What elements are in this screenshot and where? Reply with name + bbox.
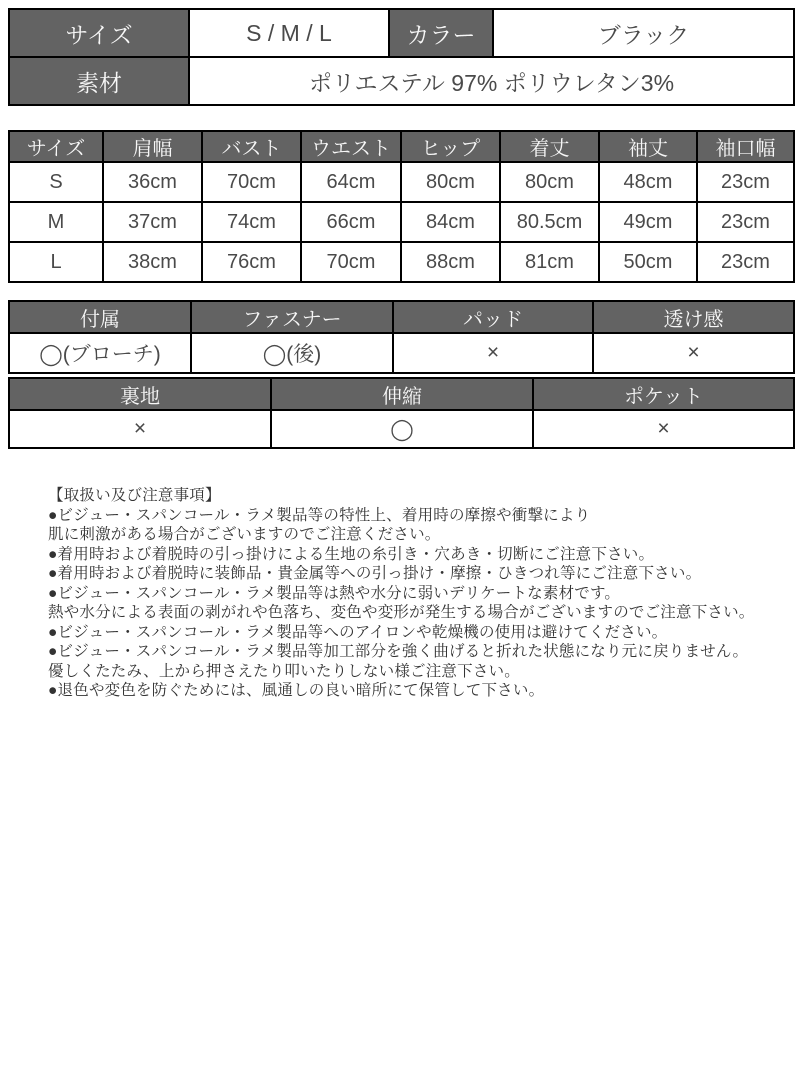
measurements-row-s [9,162,794,202]
measurement-cell: 80.5cm [500,202,599,242]
care-line: ●着用時および着脱時に装飾品・貴金属等への引っ掛け・摩擦・ひきつれ等にご注意下さい。 [48,565,702,582]
col-header-sleeve: 袖丈 [599,131,697,162]
size-cell: M [9,202,103,242]
col-header-hip: ヒップ [401,131,500,162]
measurement-cell: 80cm [500,162,599,202]
measurement-cell: 74cm [202,202,301,242]
stretch-value: ◯ [271,410,533,448]
fastener-value: ◯(後) [191,333,393,373]
accessory-value: ◯(ブローチ) [9,333,191,373]
spec-row-material [9,57,794,105]
pad-label: パッド [393,301,593,333]
features-table-1 [8,300,795,374]
care-line: 優しくたたみ、上から押さえたり叩いたりしない様ご注意下さい。 [48,662,520,680]
care-instructions [48,486,793,701]
col-header-length: 着丈 [500,131,599,162]
care-line: ●ビジュー・スパンコール・ラメ製品等の特性上、着用時の摩擦や衝撃により [48,506,591,524]
care-line: ●ビジュー・スパンコール・ラメ製品等は熱や水分に弱いデリケートな素材です。 [48,584,621,602]
spec-table [8,8,795,106]
features-table-2 [8,377,795,449]
measurement-cell: 80cm [401,162,500,202]
measurement-cell: 48cm [599,162,697,202]
col-header-size: サイズ [9,131,103,162]
measurement-cell: 49cm [599,202,697,242]
care-line: 肌に刺激がある場合がございますのでご注意ください。 [48,526,441,543]
col-header-shoulder: 肩幅 [103,131,202,162]
col-header-bust: バスト [202,131,301,162]
sheerness-label: 透け感 [593,301,794,333]
lining-value: × [9,410,271,448]
size-label: サイズ [9,9,189,57]
size-cell: S [9,162,103,202]
care-title: 【取扱い及び注意事項】 [48,487,221,504]
measurement-cell: 36cm [103,162,202,202]
measurement-cell: 66cm [301,202,401,242]
measurement-cell: 23cm [697,202,794,242]
pad-value: × [393,333,593,373]
color-label: カラー [389,9,493,57]
pocket-value: × [533,410,794,448]
measurement-cell: 64cm [301,162,401,202]
care-line: 熱や水分による表面の剥がれや色落ち、変色や変形が発生する場合がございますのでご注意下さい。 [48,604,755,621]
lining-label: 裏地 [9,378,271,410]
sheerness-value: × [593,333,794,373]
measurement-cell: 50cm [599,242,697,282]
features1-header-row [9,301,794,333]
col-header-cuff: 袖口幅 [697,131,794,162]
measurement-cell: 38cm [103,242,202,282]
measurements-header-row [9,131,794,162]
measurement-cell: 70cm [301,242,401,282]
measurement-cell: 88cm [401,242,500,282]
color-value: ブラック [493,9,794,57]
size-value: S / M / L [189,9,389,57]
measurements-row-l [9,242,794,282]
size-cell: L [9,242,103,282]
material-value: ポリエステル 97% ポリウレタン3% [189,57,794,105]
accessory-label: 付属 [9,301,191,333]
measurement-cell: 81cm [500,242,599,282]
material-label: 素材 [9,57,189,105]
care-line: ●ビジュー・スパンコール・ラメ製品等へのアイロンや乾燥機の使用は避けてください。 [48,623,668,641]
features2-value-row [9,410,794,448]
spec-row-size-color [9,9,794,57]
pocket-label: ポケット [533,378,794,410]
measurement-cell: 23cm [697,242,794,282]
measurement-cell: 37cm [103,202,202,242]
measurements-table [8,130,795,283]
care-line: ●着用時および着脱時の引っ掛けによる生地の糸引き・穴あき・切断にご注意下さい。 [48,545,655,563]
measurement-cell: 70cm [202,162,301,202]
stretch-label: 伸縮 [271,378,533,410]
measurements-row-m [9,202,794,242]
measurement-cell: 84cm [401,202,500,242]
features2-header-row [9,378,794,410]
features1-value-row [9,333,794,373]
measurement-cell: 76cm [202,242,301,282]
fastener-label: ファスナー [191,301,393,333]
measurement-cell: 23cm [697,162,794,202]
care-line: ●ビジュー・スパンコール・ラメ製品等加工部分を強く曲げると折れた状態になり元に戻りません。 [48,643,749,660]
care-line: ●退色や変色を防ぐためには、風通しの良い暗所にて保管して下さい。 [48,682,545,699]
col-header-waist: ウエスト [301,131,401,162]
